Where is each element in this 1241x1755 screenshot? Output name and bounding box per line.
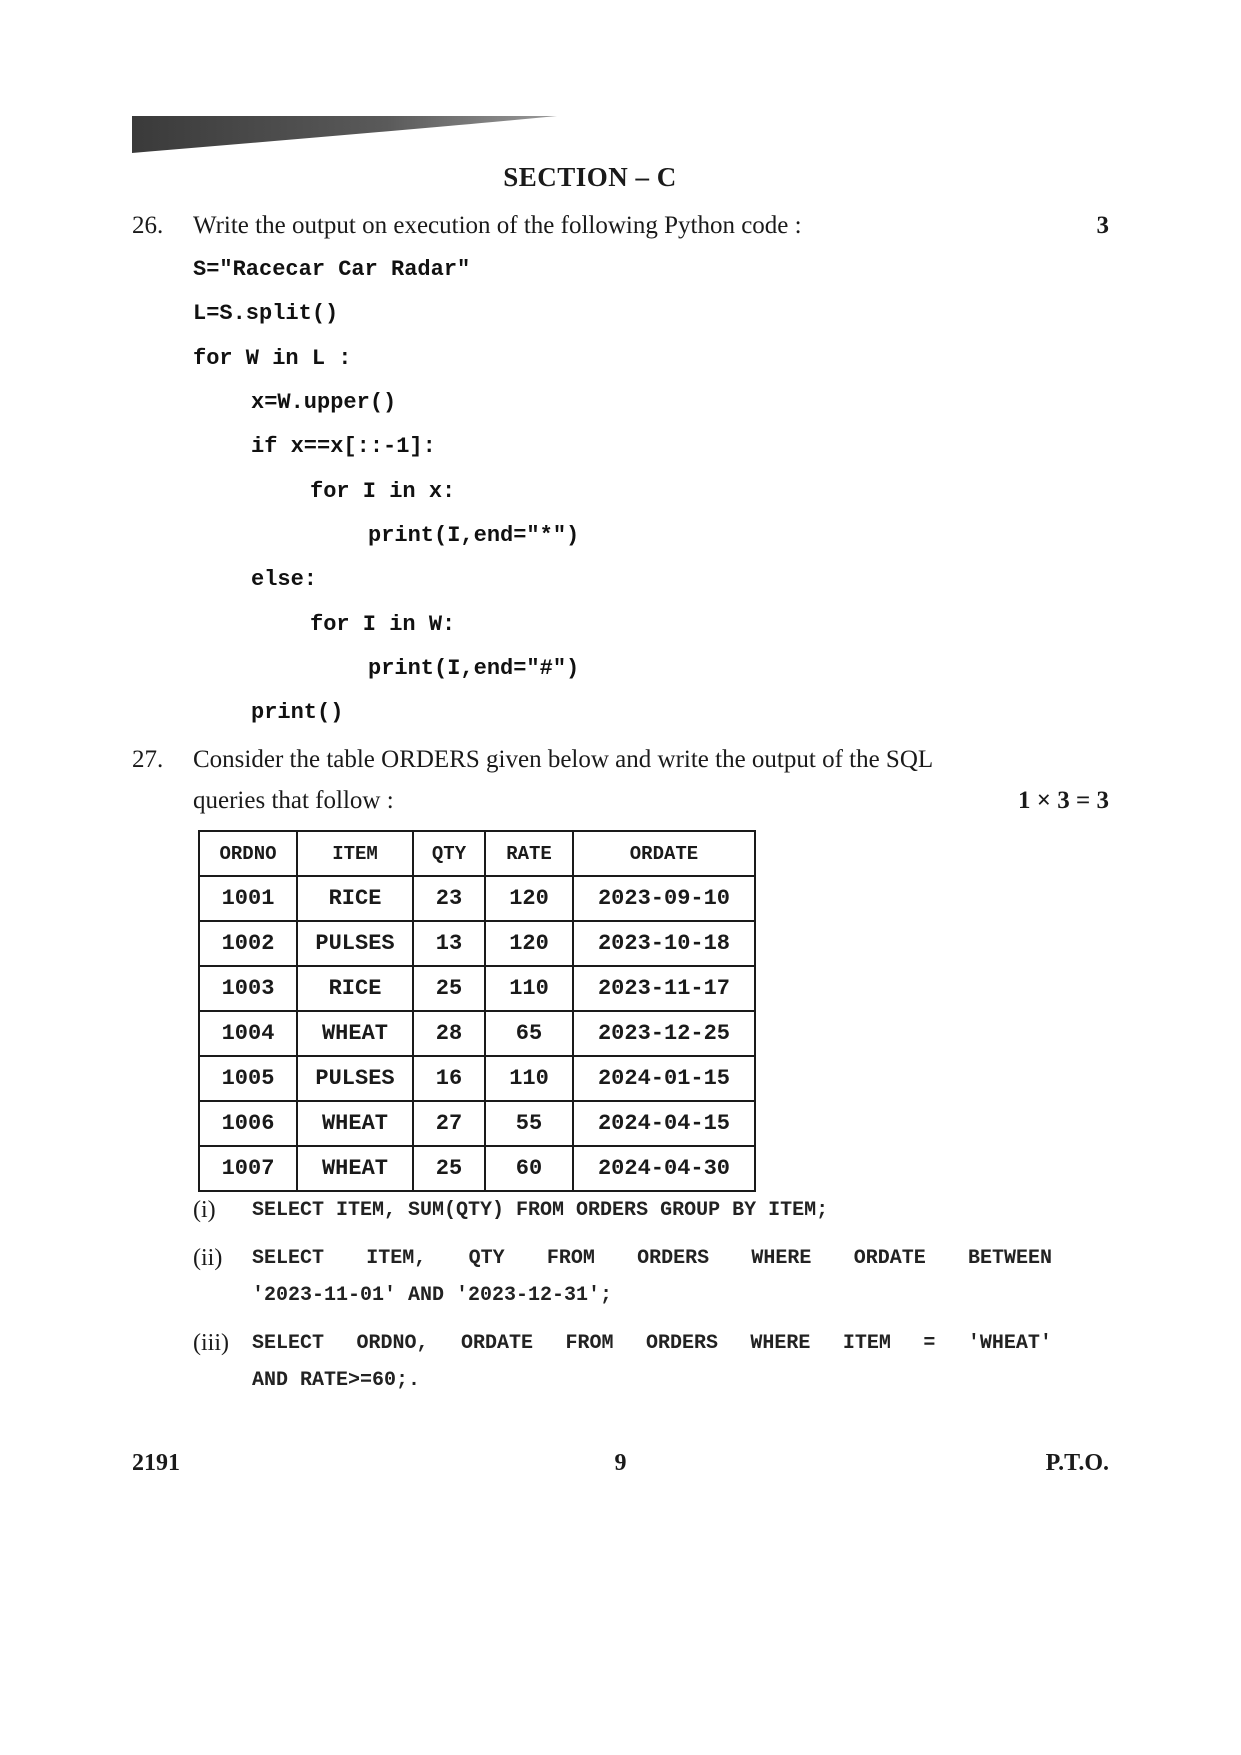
table-cell: 25 <box>413 966 485 1011</box>
table-row <box>199 966 755 1011</box>
sql-token: BETWEEN <box>967 1247 1052 1270</box>
code-line: x=W.upper() <box>251 390 397 415</box>
sql-token: SELECT <box>252 1332 325 1355</box>
code-line: for W in L : <box>193 346 352 371</box>
sql-token: FROM <box>565 1332 614 1355</box>
code-line: L=S.split() <box>193 301 339 326</box>
table-cell: 1007 <box>199 1146 297 1191</box>
table-cell: 120 <box>485 921 573 966</box>
sql-query <box>252 1247 1052 1270</box>
sql-token: ORDATE <box>460 1332 533 1355</box>
table-row <box>199 1056 755 1101</box>
table-row <box>199 921 755 966</box>
question-26-marks: 3 <box>1096 212 1109 239</box>
table-cell: 2024-01-15 <box>573 1056 755 1101</box>
sql-token: WHERE <box>751 1247 812 1270</box>
header-swoosh <box>132 116 562 156</box>
column-header: ORDNO <box>199 831 297 876</box>
table-cell: WHEAT <box>297 1146 413 1191</box>
table-cell: 1006 <box>199 1101 297 1146</box>
sql-token: ORDATE <box>853 1247 926 1270</box>
table-cell: 2023-10-18 <box>573 921 755 966</box>
code-line: if x==x[::-1]: <box>251 434 436 459</box>
sql-token: SELECT <box>252 1247 325 1270</box>
table-cell: 13 <box>413 921 485 966</box>
orders-table <box>198 830 756 1192</box>
code-line: else: <box>251 567 318 592</box>
code-line: print() <box>251 700 344 725</box>
sql-token: = <box>923 1332 936 1355</box>
table-cell: 16 <box>413 1056 485 1101</box>
query-label: (i) <box>193 1197 216 1223</box>
table-cell: 23 <box>413 876 485 921</box>
table-cell: PULSES <box>297 1056 413 1101</box>
question-26-text: Write the output on execution of the following Python code : <box>193 212 802 239</box>
question-27-text-line1: Consider the table ORDERS given below and write the output of the SQL <box>193 746 934 773</box>
sql-token: ORDNO, <box>356 1332 429 1355</box>
sql-token: ITEM <box>842 1332 891 1355</box>
table-cell: 27 <box>413 1101 485 1146</box>
table-row <box>199 1011 755 1056</box>
query-label: (ii) <box>193 1245 223 1271</box>
page-number: 9 <box>614 1450 627 1476</box>
table-cell: 1004 <box>199 1011 297 1056</box>
column-header: RATE <box>485 831 573 876</box>
table-cell: 2023-09-10 <box>573 876 755 921</box>
sql-token: WHERE <box>750 1332 811 1355</box>
table-cell: 2024-04-15 <box>573 1101 755 1146</box>
table-cell: RICE <box>297 966 413 1011</box>
sql-token: 'WHEAT' <box>967 1332 1052 1355</box>
sql-query: SELECT ITEM, SUM(QTY) FROM ORDERS GROUP BY ITEM; <box>252 1199 829 1222</box>
sql-token: ORDERS <box>637 1247 710 1270</box>
question-27-text-line2: queries that follow : <box>193 787 394 814</box>
table-cell: 110 <box>485 1056 573 1101</box>
table-cell: RICE <box>297 876 413 921</box>
table-cell: 60 <box>485 1146 573 1191</box>
code-line: for I in W: <box>310 612 456 637</box>
question-26-number: 26. <box>132 212 164 239</box>
table-header-row <box>199 831 755 876</box>
column-header: ORDATE <box>573 831 755 876</box>
table-cell: 1002 <box>199 921 297 966</box>
sql-query-line2: '2023-11-01' AND '2023-12-31'; <box>252 1284 613 1307</box>
sql-token: FROM <box>546 1247 595 1270</box>
code-line: S="Racecar Car Radar" <box>193 257 471 282</box>
table-row <box>199 876 755 921</box>
table-cell: 1005 <box>199 1056 297 1101</box>
table-cell: WHEAT <box>297 1011 413 1056</box>
sql-token: ITEM, <box>366 1247 427 1270</box>
table-cell: 55 <box>485 1101 573 1146</box>
column-header: ITEM <box>297 831 413 876</box>
table-cell: 110 <box>485 966 573 1011</box>
code-line: print(I,end="#") <box>368 656 580 681</box>
table-cell: PULSES <box>297 921 413 966</box>
table-row <box>199 1101 755 1146</box>
pto-label: P.T.O. <box>1045 1450 1109 1476</box>
table-cell: 28 <box>413 1011 485 1056</box>
column-header: QTY <box>413 831 485 876</box>
question-27-number: 27. <box>132 746 164 773</box>
table-cell: 2024-04-30 <box>573 1146 755 1191</box>
code-line: for I in x: <box>310 479 456 504</box>
table-cell: 2023-11-17 <box>573 966 755 1011</box>
table-row <box>199 1146 755 1191</box>
sql-token: QTY <box>468 1247 505 1270</box>
code-line: print(I,end="*") <box>368 523 580 548</box>
table-cell: 120 <box>485 876 573 921</box>
table-cell: 1003 <box>199 966 297 1011</box>
question-27-marks: 1 × 3 = 3 <box>1018 787 1109 814</box>
section-title: SECTION – C <box>503 162 677 192</box>
sql-query <box>252 1332 1052 1355</box>
sql-query-line2: AND RATE>=60;. <box>252 1369 421 1392</box>
sql-token: ORDERS <box>645 1332 718 1355</box>
table-cell: WHEAT <box>297 1101 413 1146</box>
paper-code: 2191 <box>132 1450 180 1476</box>
table-cell: 1001 <box>199 876 297 921</box>
query-label: (iii) <box>193 1330 229 1356</box>
table-cell: 2023-12-25 <box>573 1011 755 1056</box>
table-cell: 65 <box>485 1011 573 1056</box>
table-cell: 25 <box>413 1146 485 1191</box>
